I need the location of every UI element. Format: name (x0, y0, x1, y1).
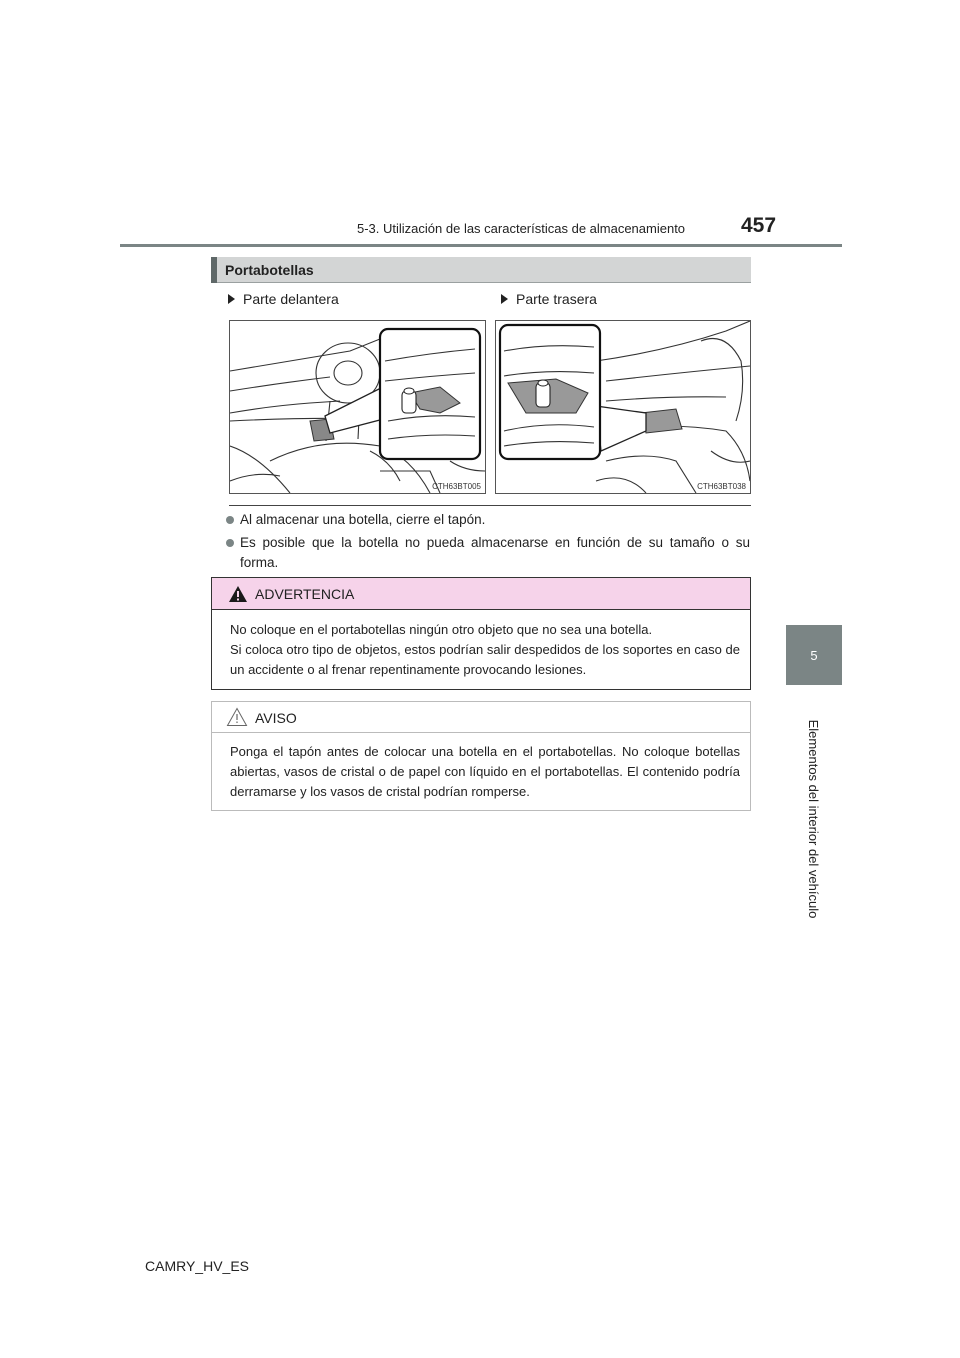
notice-text: Ponga el tapón antes de colocar una botella en el portabotellas. No coloque botellas abiertas, vasos de cristal o de papel con líquido en el portabotellas. El contenido podría derramarse y los vasos de cristal podrían romperse. (230, 744, 740, 799)
warning-header (212, 578, 750, 610)
rear-figure-code: CTH63BT038 (697, 482, 746, 491)
front-bottle-holder-illustration (229, 320, 486, 494)
warning-title: ADVERTENCIA (255, 586, 355, 602)
page-number: 457 (741, 214, 777, 237)
front-label (228, 291, 339, 307)
triangle-bullet-icon (501, 294, 508, 304)
section-heading-text: Portabotellas (225, 262, 314, 278)
section-heading-bar (211, 257, 217, 283)
warning-line: Si coloca otro tipo de objetos, estos podrían salir despedidos de los soportes en caso de un accidente o al frenar repentinamente provocando lesiones. (230, 642, 740, 677)
rear-label (501, 291, 597, 307)
warning-line: No coloque en el portabotellas ningún otro objeto que no sea una botella. (230, 622, 653, 637)
footer-model-code: CAMRY_HV_ES (145, 1258, 250, 1274)
bullet-dot-icon (226, 539, 234, 547)
notice-title: AVISO (255, 710, 297, 726)
chapter-number: 5 (810, 647, 818, 663)
triangle-bullet-icon (228, 294, 235, 304)
section-heading (211, 257, 751, 283)
rear-bottle-holder-illustration (495, 320, 751, 494)
warning-box (211, 577, 751, 690)
front-label-text: Parte delantera (243, 291, 339, 307)
warning-icon (228, 585, 248, 603)
rear-bottle-holder-drawing (496, 321, 750, 493)
front-bottle-holder-drawing (230, 321, 485, 493)
header-section-title: 5-3. Utilización de las características de almacenamiento (357, 221, 686, 236)
notice-box (211, 701, 751, 811)
rear-label-text: Parte trasera (516, 291, 597, 307)
bullet-item: Es posible que la botella no pueda almacenarse en función de su tamaño o su forma. (240, 535, 750, 570)
header-divider (120, 244, 842, 247)
chapter-tab (786, 625, 842, 685)
bullet-dot-icon (226, 516, 234, 524)
notice-header (212, 702, 750, 733)
figure-divider (229, 505, 751, 506)
chapter-title-vertical: Elementos del interior del vehículo (806, 719, 821, 919)
bullet-item: Al almacenar una botella, cierre el tapón. (240, 512, 486, 527)
front-figure-code: CTH63BT005 (432, 482, 481, 491)
caution-outline-icon (226, 707, 248, 727)
